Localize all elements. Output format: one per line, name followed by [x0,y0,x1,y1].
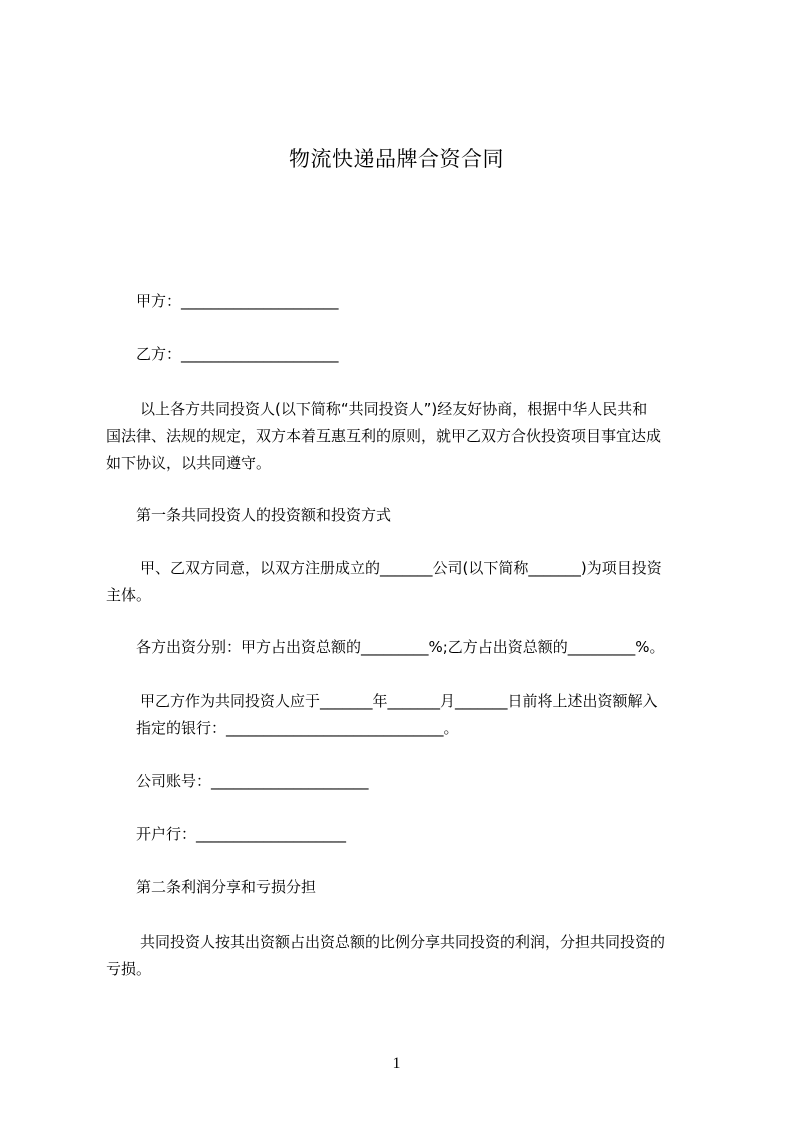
article-1-paragraph-1 [106,555,702,609]
article-1-p1-line-1: 甲、乙双方同意，以双方注册成立的_______公司(以下简称_______)为项目投资 [140,559,662,577]
article-1-p3-line-1: 甲乙方作为共同投资人应于_______年_______月_______日前将上述出资额解入 [140,692,658,710]
article-1-paragraph-2: 各方出资分别：甲方占出资总额的_________%;乙方占出资总额的_________%。 [136,638,665,656]
article-1-paragraph-3 [136,688,702,742]
article-1-heading: 第一条共同投资人的投资额和投资方式 [136,506,392,524]
article-2-p1-line-2: 亏损。 [106,960,152,978]
article-1-p3-line-2: 指定的银行：_____________________________。 [136,719,459,737]
intro-line-3: 如下协议，以共同遵守。 [106,454,272,472]
intro-line-1: 以上各方共同投资人(以下简称“共同投资人”)经友好协商，根据中华人民共和 [140,400,648,418]
party-b-line: 乙方：_____________________ [136,345,339,363]
page-number: 1 [392,1055,401,1072]
party-a-line: 甲方：_____________________ [136,292,339,310]
article-2-heading: 第二条利润分享和亏损分担 [136,878,317,896]
intro-line-2: 国法律、法规的规定，双方本着互惠互利的原则，就甲乙双方合伙投资项目事宜达成 [106,427,662,445]
article-1-p1-line-2: 主体。 [106,586,152,604]
bank-line: 开户行：____________________ [136,825,347,843]
document-title: 物流快递品牌合资合同 [289,147,504,171]
company-account-line: 公司账号：_____________________ [136,772,369,790]
article-2-p1-line-1: 共同投资人按其出资额占出资总额的比例分享共同投资的利润，分担共同投资的 [140,933,666,951]
intro-paragraph [106,396,702,477]
article-2-paragraph-1 [106,929,702,983]
